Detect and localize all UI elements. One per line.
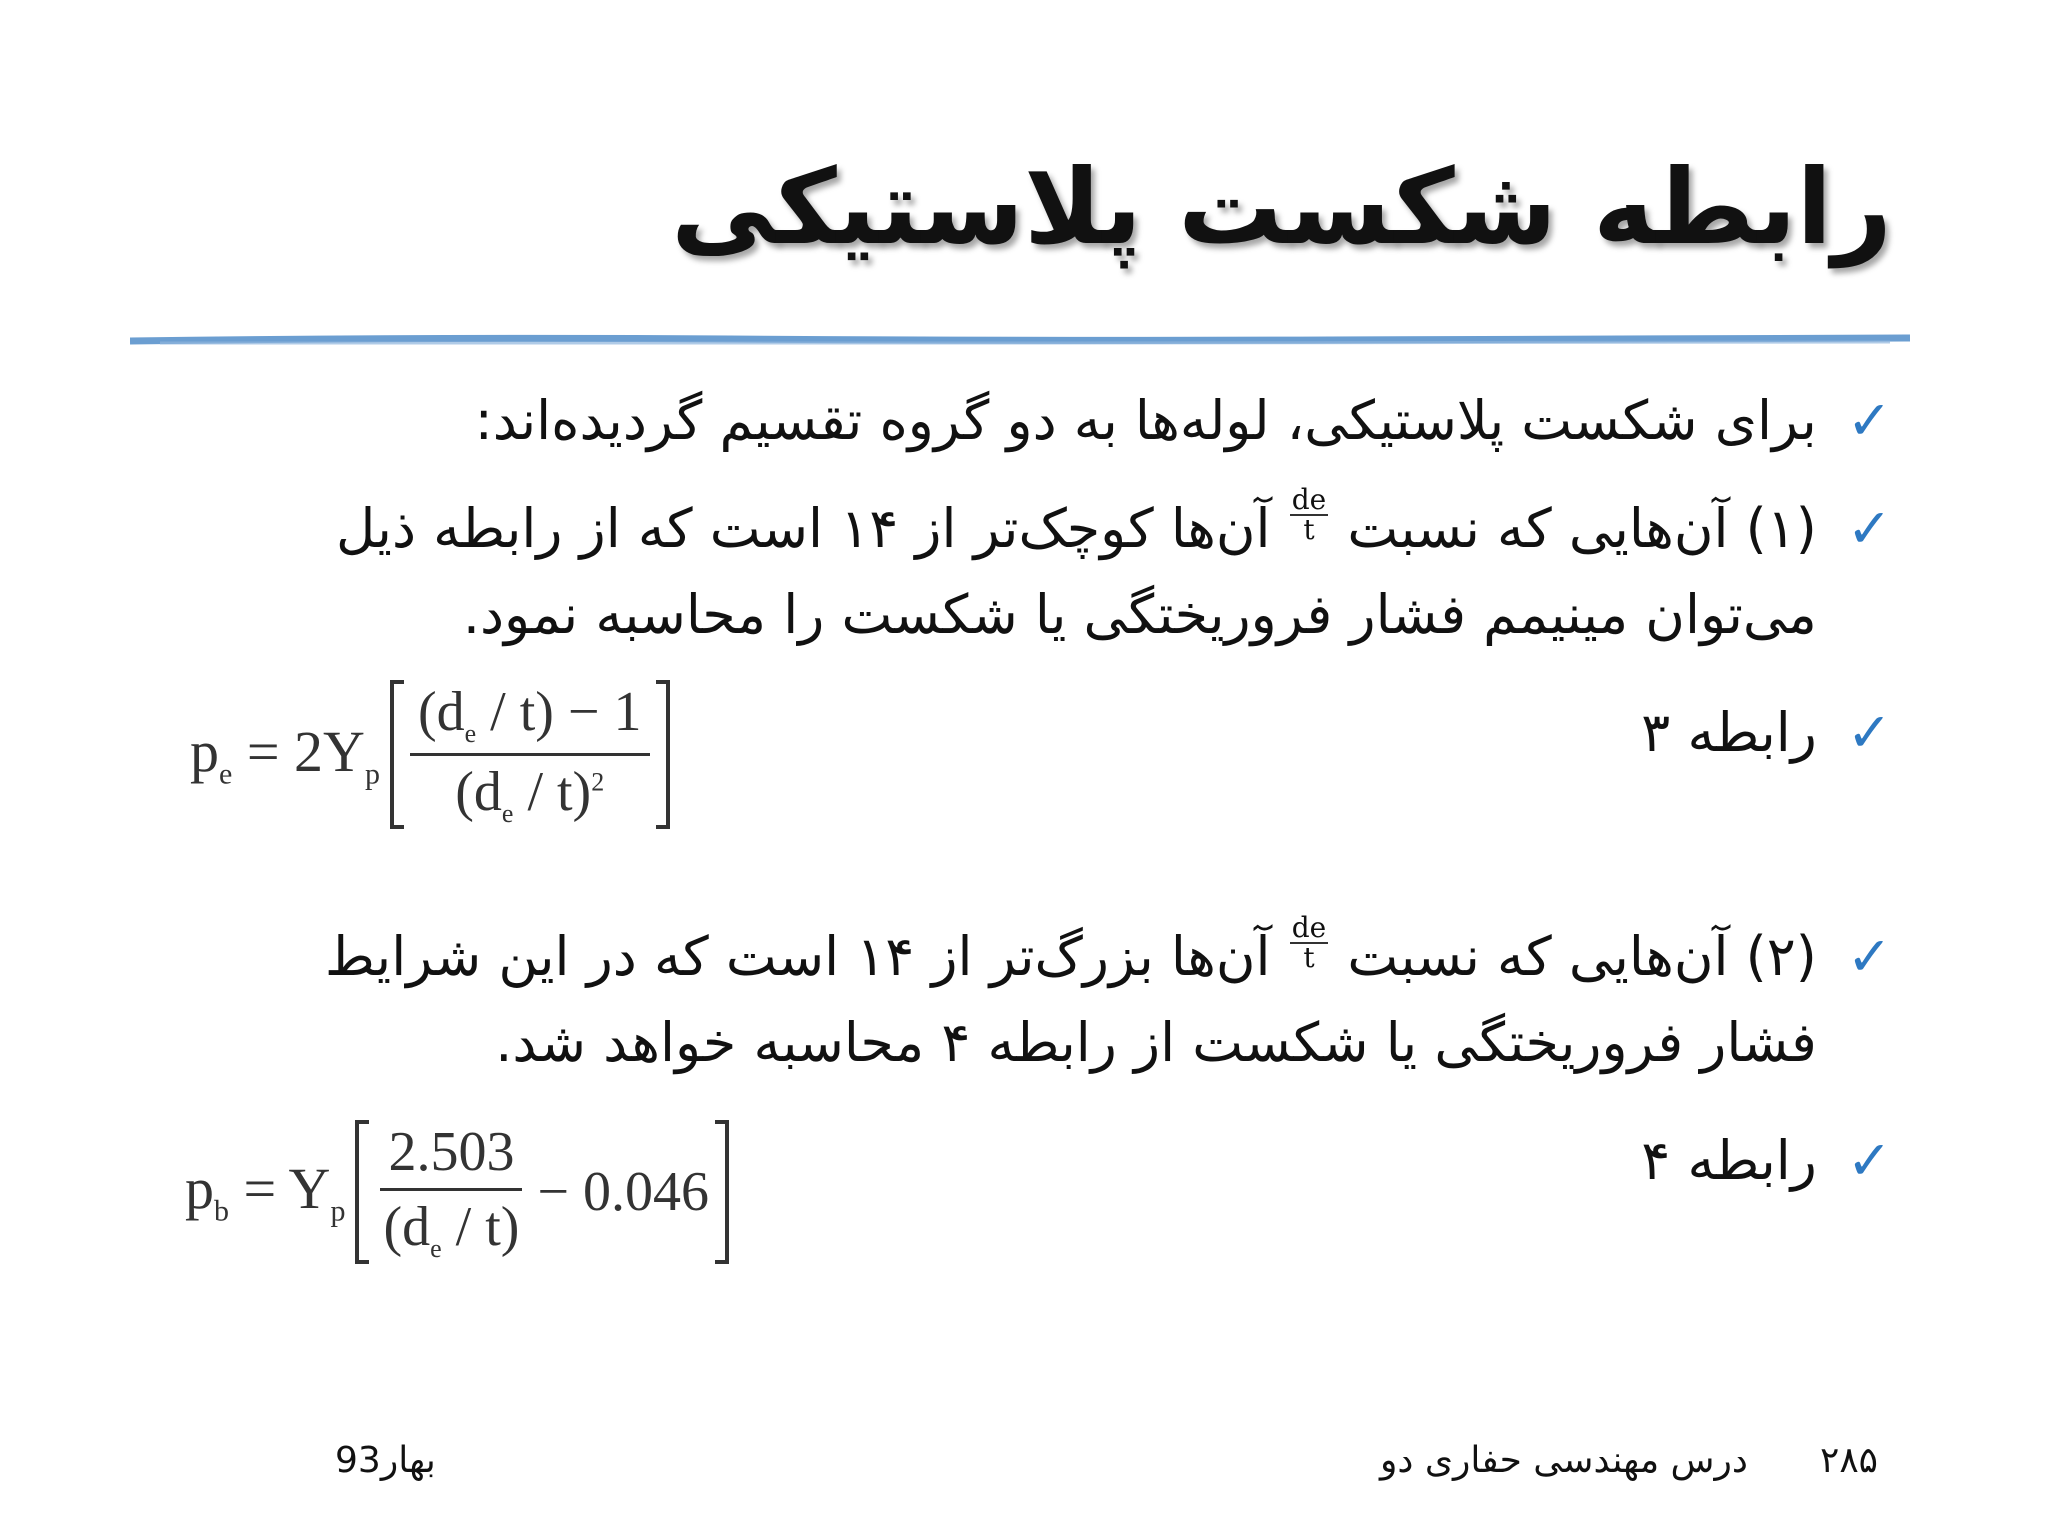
bullet-1 <box>172 378 1892 464</box>
formula-4 <box>185 1120 729 1264</box>
check-icon: ✓ <box>1846 925 1892 988</box>
check-icon: ✓ <box>1846 1129 1892 1192</box>
bullet-text: رابطه ۴ <box>1641 1129 1817 1192</box>
bullet-4 <box>172 911 1892 1086</box>
ratio-denominator: t <box>1303 941 1315 974</box>
title-underline <box>130 333 1910 347</box>
term-label: بهار93 <box>335 1440 436 1481</box>
formula-denominator: $(d_e / t)^2$ <box>455 761 605 829</box>
bullet-text-line2: فشار فروریختگی یا شکست از رابطه ۴ محاسبه خواهد شد. <box>495 1011 1817 1074</box>
slide-title: رابطه شکست پلاستیکی <box>671 146 1892 268</box>
bullet-text: رابطه ۳ <box>1641 701 1817 764</box>
formula-eq: = 2Y <box>232 718 365 784</box>
formula-bracket <box>390 680 670 829</box>
bullet-text-line2: می‌توان مینیمم فشار فروریختگی یا شکست را محاسبه نمود. <box>462 583 1817 646</box>
ratio-numerator: de <box>1291 483 1327 516</box>
formula-lhs: p <box>190 718 219 784</box>
formula-eq: = Y <box>229 1156 331 1222</box>
formula-denominator: $(d_e / t)$ <box>383 1196 520 1264</box>
ratio-denominator: t <box>1303 513 1315 546</box>
ratio-fraction <box>1290 911 1329 974</box>
formula-fraction <box>375 1120 527 1264</box>
ratio-fraction <box>1290 483 1329 546</box>
formula-lhs-sub: b <box>214 1194 229 1228</box>
check-icon: ✓ <box>1846 389 1892 452</box>
formula-numerator: $(d_e / t) - 1$ <box>410 680 650 756</box>
page-number: ۲۸۵ <box>1820 1440 1879 1481</box>
formula-eq-sub: p <box>364 757 380 791</box>
course-name: درس مهندسی حفاری دو <box>1380 1440 1748 1481</box>
bullet-2 <box>172 483 1892 658</box>
ratio-numerator: de <box>1291 911 1327 944</box>
formula-fraction <box>410 680 650 829</box>
formula-bracket <box>355 1120 729 1264</box>
formula-eq-sub: p <box>330 1194 346 1228</box>
formula-3 <box>190 680 670 829</box>
formula-tail: − 0.046 <box>537 1161 710 1224</box>
check-icon: ✓ <box>1846 497 1892 560</box>
bullet-text: آن‌ها بزرگ‌تر از ۱۴ است که در این شرایط <box>324 925 1271 988</box>
check-icon: ✓ <box>1846 701 1892 764</box>
bullet-text: آن‌ها کوچک‌تر از ۱۴ است که از رابطه ذیل <box>336 497 1271 560</box>
formula-lhs: p <box>185 1156 214 1222</box>
formula-lhs-sub: e <box>219 757 233 791</box>
bullet-text: (۱) آن‌هایی که نسبت <box>1347 497 1817 560</box>
bullet-text: برای شکست پلاستیکی، لوله‌ها به دو گروه تقسیم گردیده‌اند: <box>474 389 1817 452</box>
bullet-text: (۲) آن‌هایی که نسبت <box>1347 925 1817 988</box>
formula-numerator: 2.503 <box>380 1120 522 1191</box>
